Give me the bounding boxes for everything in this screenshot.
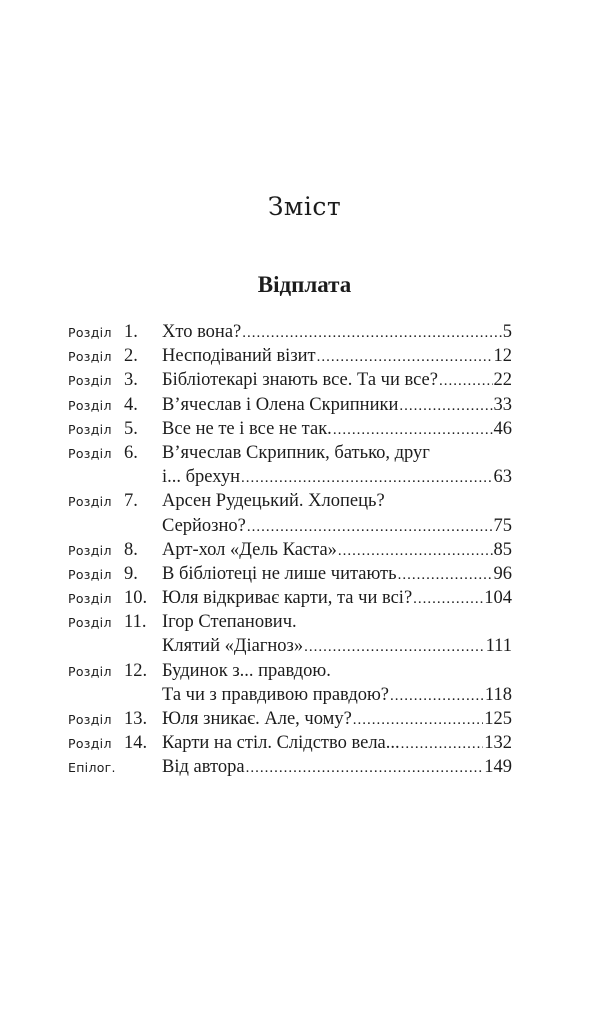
dot-leader	[247, 515, 493, 539]
dot-leader	[390, 684, 484, 708]
page-number: 63	[493, 467, 512, 488]
page-number: 12	[493, 346, 512, 367]
chapter-label: Розділ	[68, 325, 112, 340]
chapter-title: Арсен Рудецький. Хлопець?	[162, 491, 385, 512]
chapter-number: 10.	[124, 588, 148, 609]
chapter-number: 11.	[124, 612, 147, 633]
toc-entry	[68, 344, 512, 368]
chapter-label: Розділ	[68, 445, 112, 461]
chapter-title: Та чи з правдивою правдою?	[162, 684, 390, 705]
page-number: 96	[493, 563, 512, 584]
chapter-number: 4.	[124, 394, 138, 415]
page-number: 22	[493, 370, 512, 391]
page-title: Зміст	[267, 192, 342, 221]
chapter-label: Епілог.	[68, 760, 116, 776]
chapter-title: і... брехун	[162, 467, 240, 488]
chapter-number: 12.	[124, 660, 148, 681]
page-number: 118	[484, 684, 512, 705]
chapter-label: Розділ	[68, 736, 112, 752]
page-number: 5	[502, 322, 512, 342]
toc-line	[68, 538, 512, 562]
toc-entry	[68, 755, 512, 779]
chapter-title: Ігор Степанович.	[162, 612, 297, 633]
dot-leader	[401, 732, 484, 756]
chapter-label: Розділ	[68, 494, 112, 510]
toc-line	[68, 707, 512, 731]
dot-leader	[304, 635, 485, 659]
toc-line	[68, 393, 512, 417]
toc-entry	[68, 731, 512, 755]
toc-entry	[68, 393, 512, 417]
dot-leader	[399, 394, 492, 418]
page-number: 85	[493, 539, 512, 560]
chapter-number: 2.	[124, 346, 138, 367]
table-of-contents	[68, 320, 512, 780]
dot-leader	[241, 466, 493, 490]
toc-entry	[68, 659, 512, 707]
toc-entry	[68, 320, 512, 344]
chapter-title: Юля відкриває карти, та чи всі?	[162, 588, 413, 609]
chapter-title: Несподіваний візит	[162, 346, 316, 367]
page-number: 33	[493, 394, 512, 415]
chapter-label: Розділ	[68, 397, 112, 413]
toc-line	[68, 634, 512, 658]
dot-leader	[242, 321, 501, 345]
toc-line	[68, 465, 512, 489]
toc-entry	[68, 417, 512, 441]
dot-leader	[333, 418, 493, 442]
toc-entry	[68, 538, 512, 562]
dot-leader	[398, 563, 493, 587]
chapter-label: Розділ	[68, 566, 112, 582]
toc-line	[68, 514, 512, 538]
dot-leader	[353, 708, 483, 732]
chapter-label: Розділ	[68, 712, 112, 727]
chapter-label: Розділ	[68, 421, 112, 437]
page-number: 104	[484, 588, 512, 609]
toc-line	[68, 755, 512, 779]
chapter-title: Бібліотекарі знають все. Та чи все?	[162, 370, 438, 391]
page-number: 149	[484, 757, 512, 778]
toc-line	[68, 441, 512, 465]
chapter-number: 9.	[124, 563, 138, 584]
toc-line	[68, 320, 512, 344]
chapter-number: 3.	[124, 370, 138, 391]
toc-line	[68, 417, 512, 441]
chapter-number: 8.	[124, 539, 138, 560]
page-number: 132	[484, 733, 512, 754]
chapter-title: Все не те і все не так.	[162, 418, 332, 439]
chapter-title: Будинок з... правдою.	[162, 660, 331, 681]
toc-line	[68, 368, 512, 392]
toc-line	[68, 659, 512, 683]
toc-line	[68, 562, 512, 586]
chapter-title: В бібліотеці не лише читають	[162, 563, 397, 584]
toc-line	[68, 683, 512, 707]
chapter-title: Карти на стіл. Слідство вела...	[162, 733, 400, 754]
chapter-number: 5.	[124, 418, 138, 439]
toc-entry	[68, 441, 512, 489]
chapter-label: Розділ	[68, 591, 112, 607]
chapter-number: 13.	[124, 709, 148, 729]
chapter-label: Розділ	[68, 542, 112, 558]
toc-entry	[68, 586, 512, 610]
chapter-label: Розділ	[68, 373, 112, 389]
chapter-title: Юля зникає. Але, чому?	[162, 709, 352, 729]
chapter-label: Розділ	[68, 349, 112, 365]
dot-leader	[338, 539, 493, 563]
chapter-title: В’ячеслав Скрипник, батько, друг	[162, 442, 430, 463]
toc-entry	[68, 610, 512, 658]
chapter-number: 7.	[124, 491, 138, 512]
chapter-title: Від автора	[162, 757, 245, 778]
toc-line	[68, 731, 512, 755]
toc-entry	[68, 562, 512, 586]
toc-entry	[68, 489, 512, 537]
dot-leader	[246, 756, 484, 780]
dot-leader	[413, 587, 483, 611]
dot-leader	[439, 369, 493, 393]
section-title: Відплата	[257, 272, 352, 297]
chapter-title: Арт-хол «Дель Каста»	[162, 539, 337, 560]
chapter-label: Розділ	[68, 663, 112, 679]
dot-leader	[317, 345, 493, 369]
chapter-title: В’ячеслав і Олена Скрипники	[162, 394, 399, 415]
toc-line	[68, 586, 512, 610]
chapter-number: 14.	[124, 733, 148, 754]
page-number: 46	[493, 418, 512, 439]
chapter-number: 6.	[124, 442, 138, 463]
chapter-title: Клятий «Діагноз»	[162, 636, 304, 657]
toc-line	[68, 344, 512, 368]
page-number: 111	[485, 636, 512, 657]
toc-line	[68, 610, 512, 634]
chapter-number: 1.	[124, 322, 138, 342]
toc-line	[68, 489, 512, 513]
chapter-title: Серйозно?	[162, 515, 246, 536]
chapter-title: Хто вона?	[162, 322, 242, 342]
chapter-label: Розділ	[68, 615, 112, 631]
page-number: 125	[484, 709, 512, 729]
toc-entry	[68, 707, 512, 731]
page-number: 75	[493, 515, 512, 536]
toc-entry	[68, 368, 512, 392]
